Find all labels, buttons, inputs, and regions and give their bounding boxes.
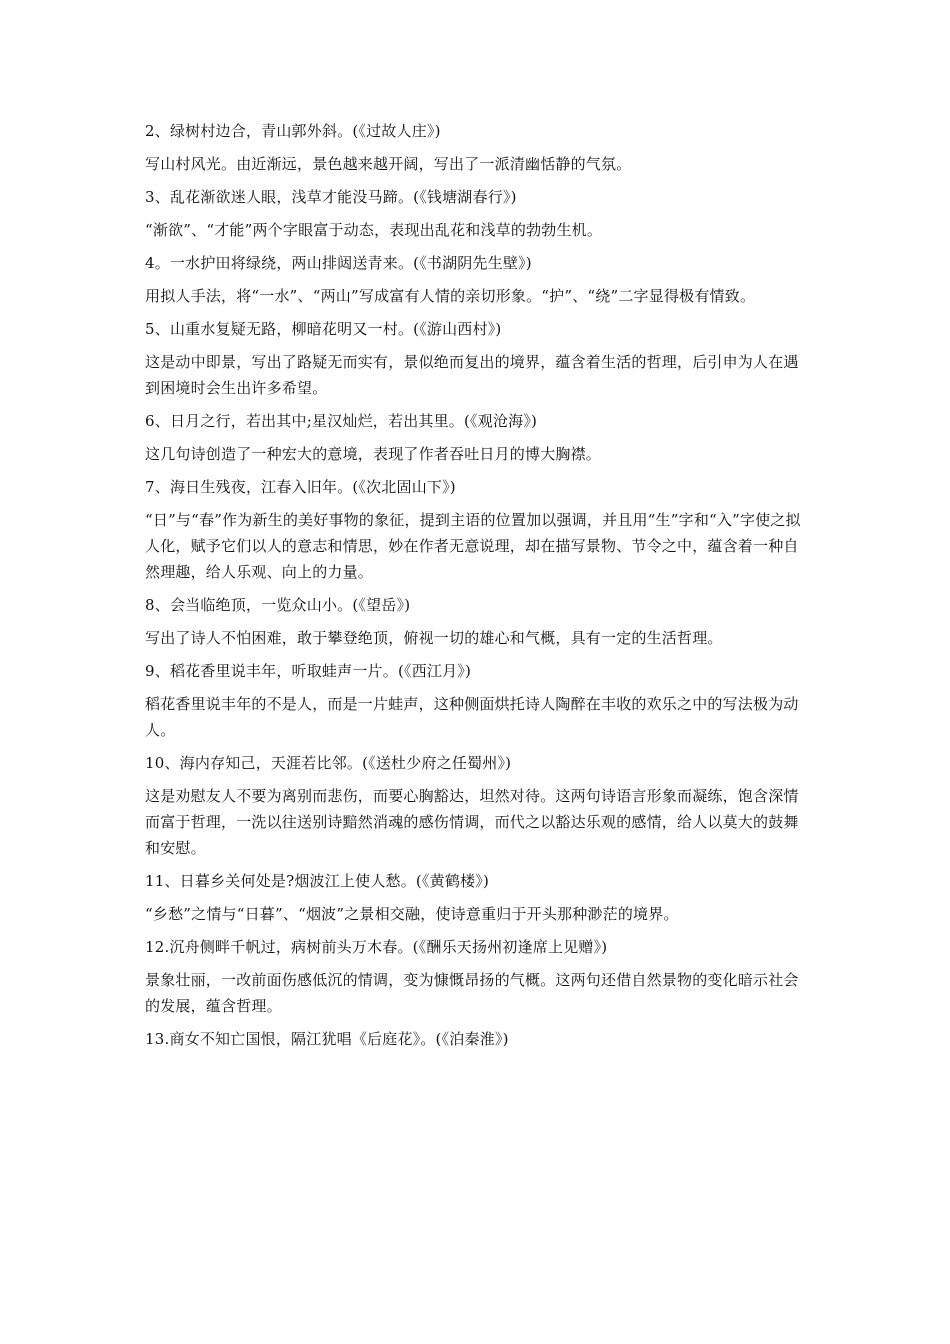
- poem-commentary: 稻花香里说丰年的不是人，而是一片蛙声，这种侧面烘托诗人陶醉在丰收的欢乐之中的写法极为动人。: [145, 695, 799, 739]
- poem-entry-11: [145, 868, 810, 927]
- poem-commentary: “乡愁”之情与“日暮”、“烟波”之景相交融，使诗意重归于开头那种渺茫的境界。: [145, 905, 679, 923]
- poem-line: 4。一水护田将绿绕，两山排闼送青来。(《书湖阴先生壁》): [145, 254, 532, 272]
- poem-line: 13.商女不知亡国恨，隔江犹唱《后庭花》。(《泊秦淮》): [145, 1030, 509, 1048]
- poem-line: 6、日月之行，若出其中;星汉灿烂，若出其里。(《观沧海》): [145, 412, 538, 430]
- poem-line: 3、乱花渐欲迷人眼，浅草才能没马蹄。(《钱塘湖春行》): [145, 188, 517, 206]
- poem-commentary: 写山村风光。由近渐远，景色越来越开阔，写出了一派清幽恬静的气氛。: [145, 155, 632, 173]
- poem-commentary: 用拟人手法，将“一水”、“两山”写成富有人情的亲切形象。“护”、“绕”二字显得极有情致。: [145, 287, 756, 305]
- poem-commentary: 写出了诗人不怕困难，敢于攀登绝顶，俯视一切的雄心和气概，具有一定的生活哲理。: [145, 629, 723, 647]
- poem-line: 12.沉舟侧畔千帆过，病树前头万木春。(《酬乐天扬州初逢席上见赠》): [145, 938, 608, 956]
- poem-line: 8、会当临绝顶，一览众山小。(《望岳》): [145, 596, 411, 614]
- poem-entry-7: [145, 474, 810, 585]
- poem-entry-6: [145, 408, 810, 467]
- poem-entry-10: [145, 750, 810, 861]
- poem-line: 11、日暮乡关何处是?烟波江上使人愁。(《黄鹤楼》): [145, 872, 490, 890]
- poem-commentary: 这是劝慰友人不要为离别而悲伤，而要心胸豁达，坦然对待。这两句诗语言形象而凝练，饱含深情而富于哲理，一洗以往送别诗黯然消魂的感伤情调，而代之以豁达乐观的感情，给人以莫大的鼓舞和安慰。: [145, 787, 799, 857]
- poem-commentary: 景象壮丽，一改前面伤感低沉的情调，变为慷慨昂扬的气概。这两句还借自然景物的变化暗示社会的发展，蕴含哲理。: [145, 971, 799, 1015]
- poem-entry-13: [145, 1026, 810, 1052]
- poem-commentary: “渐欲”、“才能”两个字眼富于动态，表现出乱花和浅草的勃勃生机。: [145, 221, 603, 239]
- poem-commentary: 这几句诗创造了一种宏大的意境，表现了作者吞吐日月的博大胸襟。: [145, 445, 602, 463]
- poem-entry-3: [145, 184, 810, 243]
- poem-line: 7、海日生残夜，江春入旧年。(《次北固山下》): [145, 478, 456, 496]
- poem-commentary: 这是动中即景，写出了路疑无而实有，景似绝而复出的境界，蕴含着生活的哲理，后引申为人在遇到困境时会生出许多希望。: [145, 353, 799, 397]
- poem-line: 2、绿树村边合，青山郭外斜。(《过故人庄》): [145, 122, 441, 140]
- poem-line: 10、海内存知己，天涯若比邻。(《送杜少府之任蜀州》): [145, 754, 512, 772]
- poem-entry-5: [145, 316, 810, 401]
- poem-entry-12: [145, 934, 810, 1019]
- poem-commentary: “日”与“春”作为新生的美好事物的象征，提到主语的位置加以强调，并且用“生”字和“入”字使之拟人化，赋予它们以人的意志和情思，妙在作者无意说理，却在描写景物、节令之中，蕴含着一种自然理趣，给人乐观、向上的力量。: [145, 511, 801, 581]
- poem-entry-8: [145, 592, 810, 651]
- poem-line: 9、稻花香里说丰年，听取蛙声一片。(《西江月》): [145, 662, 472, 680]
- poem-entry-4: [145, 250, 810, 309]
- poem-entry-2: [145, 118, 810, 177]
- poem-entry-9: [145, 658, 810, 743]
- poem-line: 5、山重水复疑无路，柳暗花明又一村。(《游山西村》): [145, 320, 502, 338]
- document-page: [145, 118, 810, 1059]
